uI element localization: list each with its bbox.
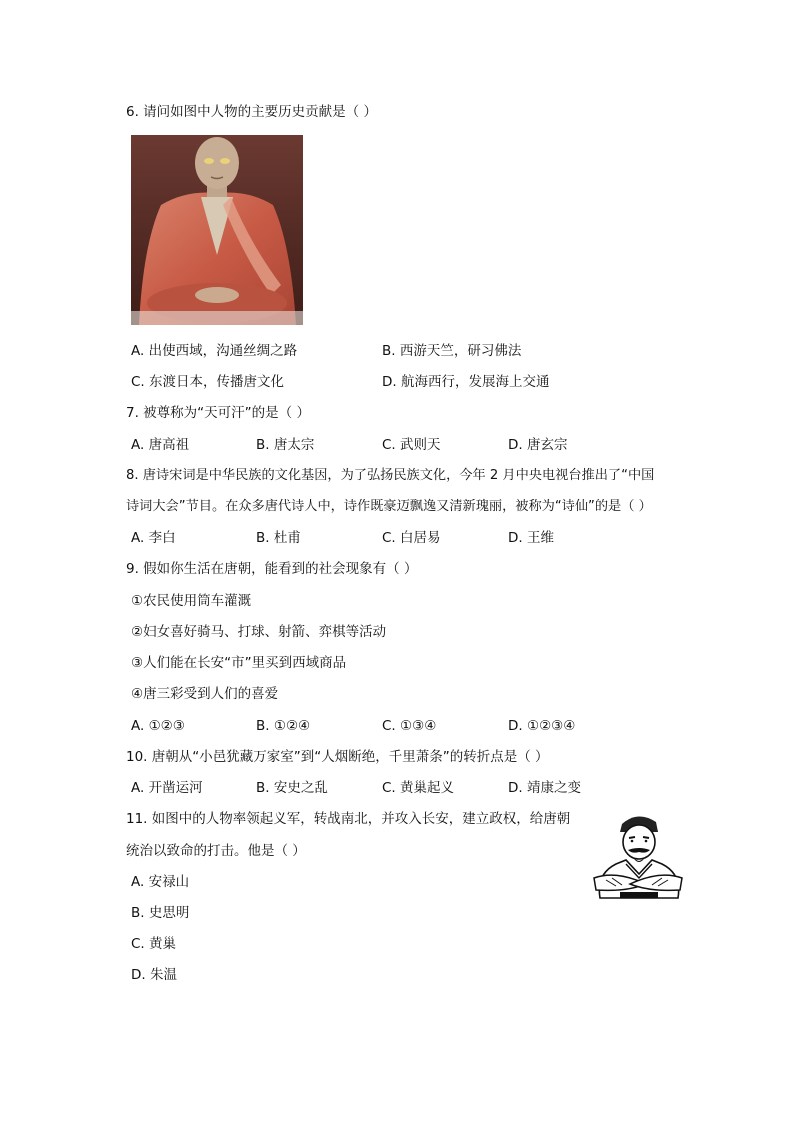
- q8-option-b[interactable]: B. 杜甫: [256, 530, 301, 546]
- q6-option-d[interactable]: D. 航海西行，发展海上交通: [382, 374, 550, 390]
- q11-stem-line1: 11. 如图中的人物率领起义军，转战南北，并攻入长安，建立政权，给唐朝: [126, 811, 571, 827]
- q7-option-c[interactable]: C. 武则天: [382, 437, 441, 453]
- q6-option-b[interactable]: B. 西游天竺，研习佛法: [382, 343, 522, 359]
- q10-option-c[interactable]: C. 黄巢起义: [382, 780, 455, 796]
- q8-stem-line2: 诗词大会”节目。在众多唐代诗人中，诗作既豪迈飘逸又清新瑰丽，被称为“诗仙”的是（ ）: [126, 499, 652, 514]
- q8-option-c[interactable]: C. 白居易: [382, 530, 441, 546]
- q9-item: ②妇女喜好骑马、打球、射箭、弈棋等活动: [131, 624, 387, 640]
- q8-stem-line1: 8. 唐诗宋词是中华民族的文化基因，为了弘扬民族文化，今年 2 月中央电视台推出了“中国: [126, 468, 655, 483]
- q10-stem: 10. 唐朝从“小邑犹藏万家室”到“人烟断绝，千里萧条”的转折点是（ ）: [126, 749, 549, 765]
- q6-option-a[interactable]: A. 出使西域，沟通丝绸之路: [131, 343, 298, 359]
- q11-option-b[interactable]: B. 史思明: [131, 905, 190, 921]
- q9-option-b[interactable]: B. ①②④: [256, 718, 311, 734]
- q10-option-a[interactable]: A. 开凿运河: [131, 780, 203, 796]
- q11-stem-line2: 统治以致命的打击。他是（ ）: [126, 843, 306, 859]
- q7-option-a[interactable]: A. 唐高祖: [131, 437, 190, 453]
- monk-statue-image: [131, 135, 303, 325]
- warrior-portrait-image: [586, 808, 690, 904]
- q7-option-b[interactable]: B. 唐太宗: [256, 437, 315, 453]
- q9-item: ④唐三彩受到人们的喜爱: [131, 686, 279, 702]
- q11-option-c[interactable]: C. 黄巢: [131, 936, 177, 952]
- q10-option-d[interactable]: D. 靖康之变: [508, 780, 581, 796]
- q9-option-d[interactable]: D. ①②③④: [508, 718, 576, 734]
- monk-statue-icon: [131, 135, 303, 325]
- q9-option-a[interactable]: A. ①②③: [131, 718, 185, 734]
- q8-option-d[interactable]: D. 王维: [508, 530, 554, 546]
- warrior-portrait-icon: [586, 808, 690, 904]
- q10-option-b[interactable]: B. 安史之乱: [256, 780, 328, 796]
- q9-item: ①农民使用筒车灌溉: [131, 593, 252, 609]
- q11-option-d[interactable]: D. 朱温: [131, 967, 177, 983]
- q6-stem: 6. 请问如图中人物的主要历史贡献是（ ）: [126, 104, 377, 120]
- q7-option-d[interactable]: D. 唐玄宗: [508, 437, 568, 453]
- q11-option-a[interactable]: A. 安禄山: [131, 874, 190, 890]
- q8-option-a[interactable]: A. 李白: [131, 530, 176, 546]
- q9-option-c[interactable]: C. ①③④: [382, 718, 437, 734]
- q6-option-c[interactable]: C. 东渡日本，传播唐文化: [131, 374, 285, 390]
- q9-stem: 9. 假如你生活在唐朝，能看到的社会现象有（ ）: [126, 561, 418, 577]
- q7-stem: 7. 被尊称为“天可汗”的是（ ）: [126, 405, 310, 421]
- q9-item: ③人们能在长安“市”里买到西域商品: [131, 655, 347, 671]
